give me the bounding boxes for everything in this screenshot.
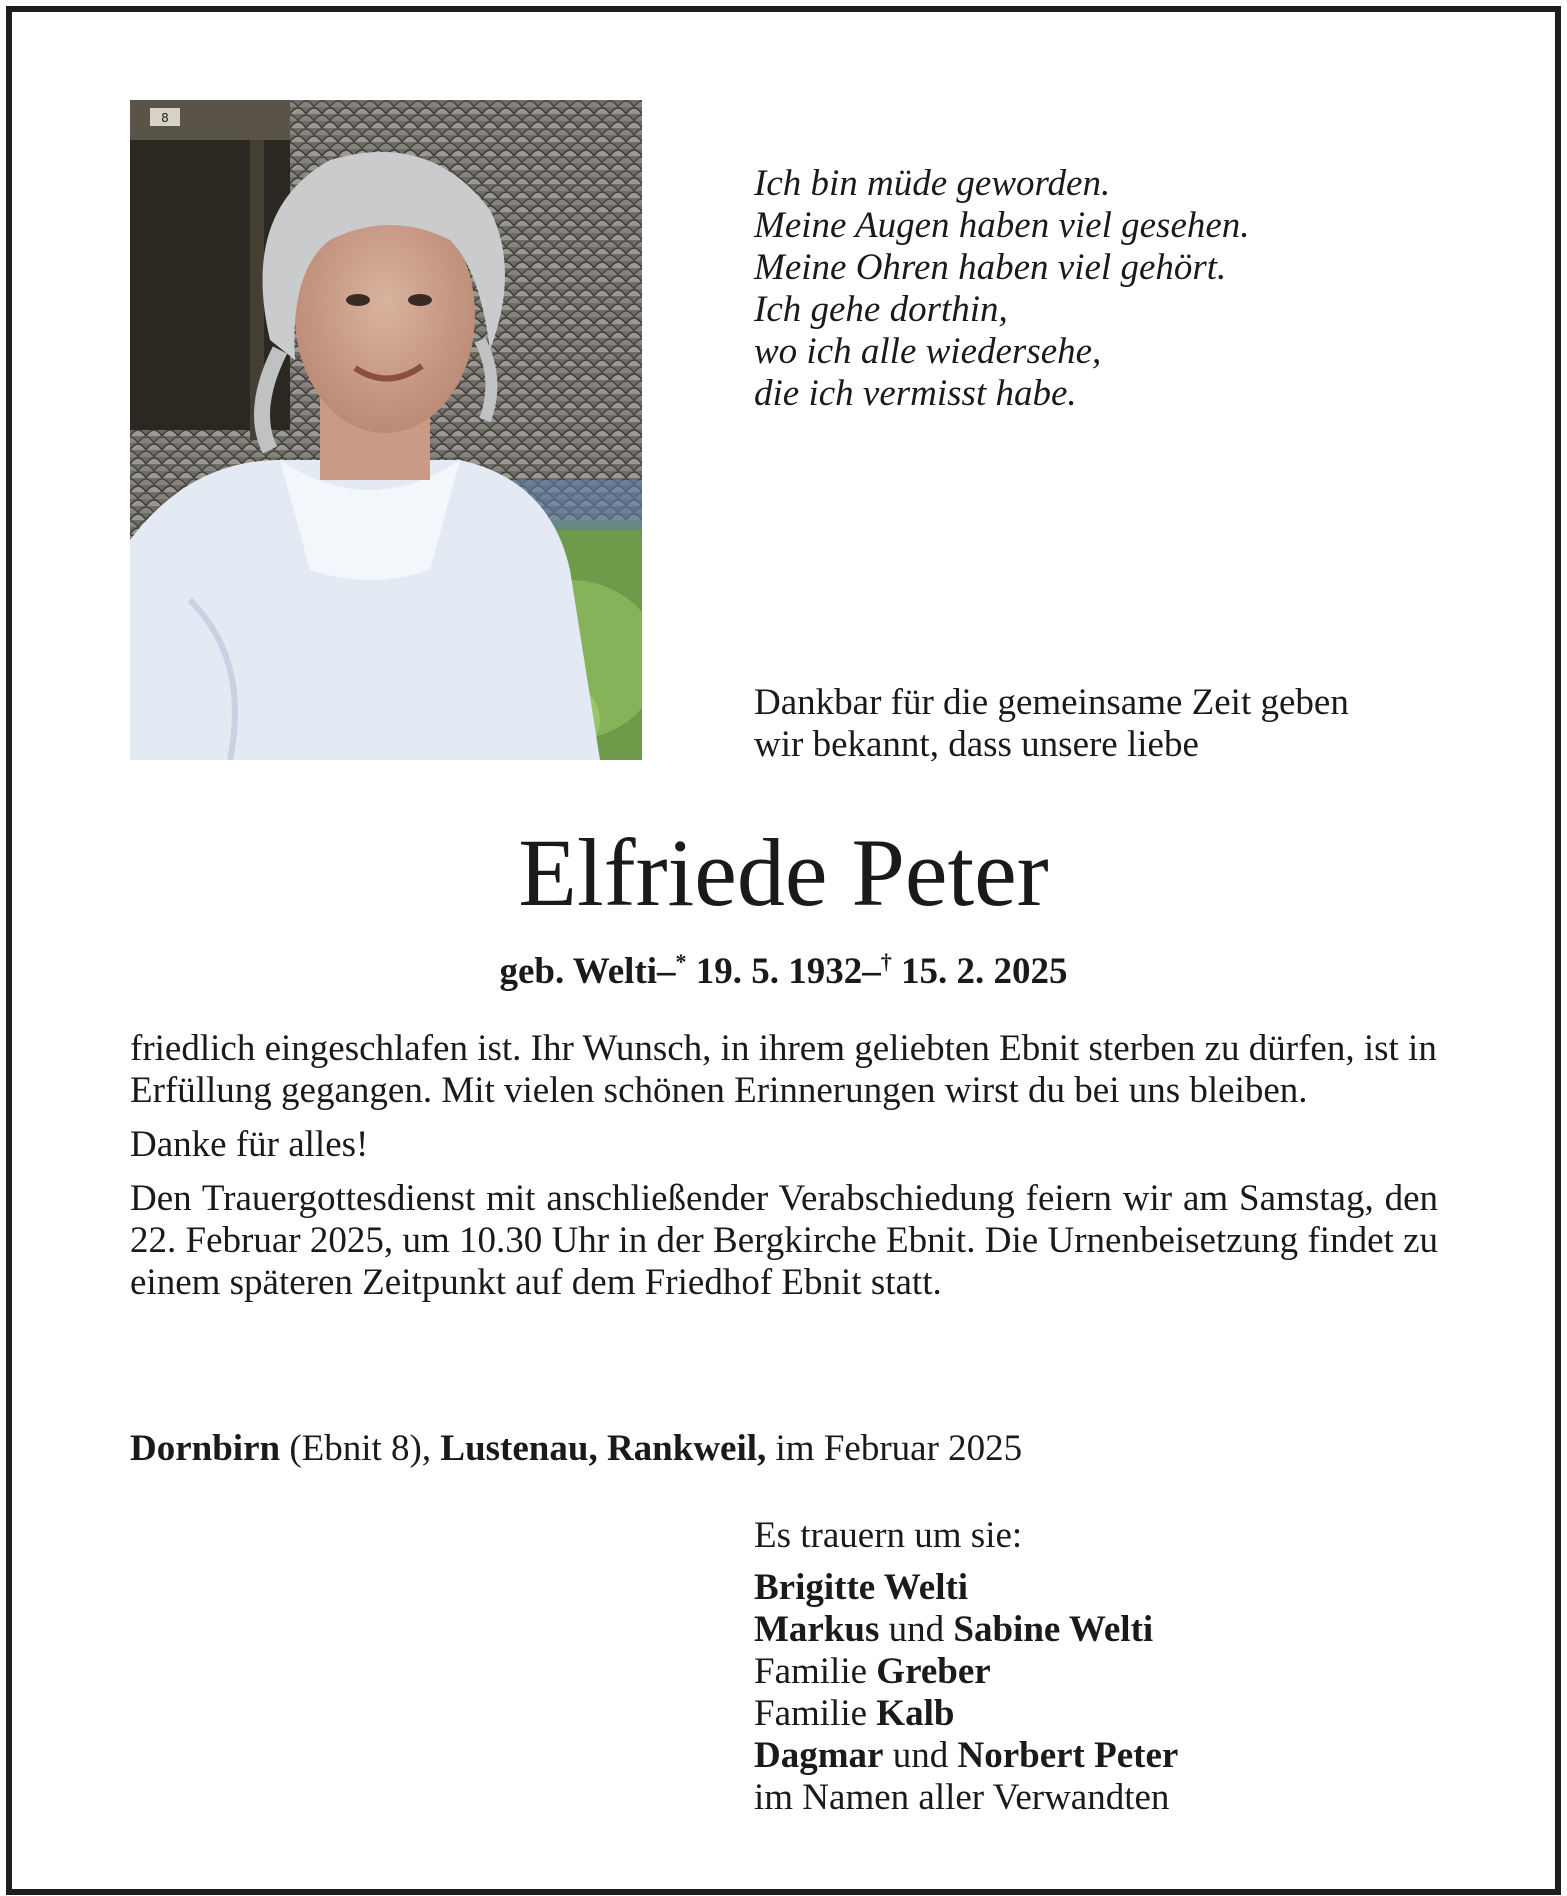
intro-line: wir bekannt, dass unsere liebe xyxy=(754,724,1199,765)
poem-line: Ich gehe dorthin, xyxy=(754,289,1008,330)
mourner-name-part: Familie xyxy=(754,1651,877,1692)
poem-line: Meine Augen haben viel gesehen. xyxy=(754,205,1250,246)
birth-name: geb. Welti xyxy=(499,951,658,992)
paragraph-thanks: Danke für alles! xyxy=(130,1124,369,1165)
mourner-names xyxy=(754,1735,1178,1777)
mourner-names xyxy=(754,1609,1153,1651)
place-others: Lustenau, Rankweil, xyxy=(440,1428,767,1469)
mourner-name-part: im Namen aller Verwandten xyxy=(754,1777,1170,1818)
dash: – xyxy=(862,951,881,992)
deceased-name: Elfriede Peter xyxy=(518,819,1049,926)
mourner-name-part: und xyxy=(879,1609,954,1650)
death-symbol: † xyxy=(880,949,892,974)
dash: – xyxy=(657,951,676,992)
mourner-name-part: Greber xyxy=(876,1651,991,1692)
mourner-name-part: Sabine Welti xyxy=(953,1609,1154,1650)
birth-date: 19. 5. 1932 xyxy=(695,951,863,992)
paragraph-service: Den Trauergottesdienst mit anschließender Verabschiedung feiern wir am Samstag, den 22. Februar 2025, um 10.30 Uhr in der Bergkirche Ebnit. Die Urnenbeisetzung findet zu einem späteren Zeitpunkt auf dem Friedhof Ebnit statt. xyxy=(130,1178,1438,1303)
mourner-name-part: und xyxy=(883,1735,958,1776)
mourner-name-part: Familie xyxy=(754,1693,877,1734)
birth-symbol: * xyxy=(675,949,687,974)
intro-line: Dankbar für die gemeinsame Zeit geben xyxy=(754,682,1349,723)
poem-line: Ich bin müde geworden. xyxy=(754,163,1111,204)
paragraph-passing: friedlich eingeschlafen ist. Ihr Wunsch, in ihrem geliebten Ebnit sterben zu dürfen, ist in Erfüllung gegangen. Mit vielen schönen Erinnerungen wirst du bei uns bleiben. xyxy=(130,1028,1437,1111)
mourner-names xyxy=(754,1567,968,1609)
mourner-name-part: Kalb xyxy=(876,1693,955,1734)
mourner-names xyxy=(754,1777,1169,1819)
poem-line: die ich vermisst habe. xyxy=(754,373,1077,414)
poem-line: Meine Ohren haben viel gehört. xyxy=(754,247,1227,288)
mourner-name-part: Dagmar xyxy=(754,1735,884,1776)
place-date: im Februar 2025 xyxy=(775,1428,1023,1469)
place-address: (Ebnit 8), xyxy=(289,1428,432,1469)
portrait-photo xyxy=(130,100,642,760)
death-date: 15. 2. 2025 xyxy=(901,951,1068,992)
door-number: 8 xyxy=(161,111,169,125)
mourner-name-part: Norbert Peter xyxy=(957,1735,1179,1776)
place-date-line xyxy=(130,1428,1022,1470)
place-city: Dornbirn xyxy=(130,1428,281,1469)
mourners-heading: Es trauern um sie: xyxy=(754,1515,1023,1556)
poem-line: wo ich alle wiedersehe, xyxy=(754,331,1102,372)
intro-text xyxy=(754,682,1349,766)
poem xyxy=(754,163,1250,415)
mourner-names xyxy=(754,1651,991,1693)
life-dates xyxy=(0,940,1567,994)
mourner-name-part: Markus xyxy=(754,1609,880,1650)
mourner-name-part: Brigitte Welti xyxy=(754,1567,969,1608)
mourner-names xyxy=(754,1693,954,1735)
obituary-body xyxy=(130,1028,1438,1316)
